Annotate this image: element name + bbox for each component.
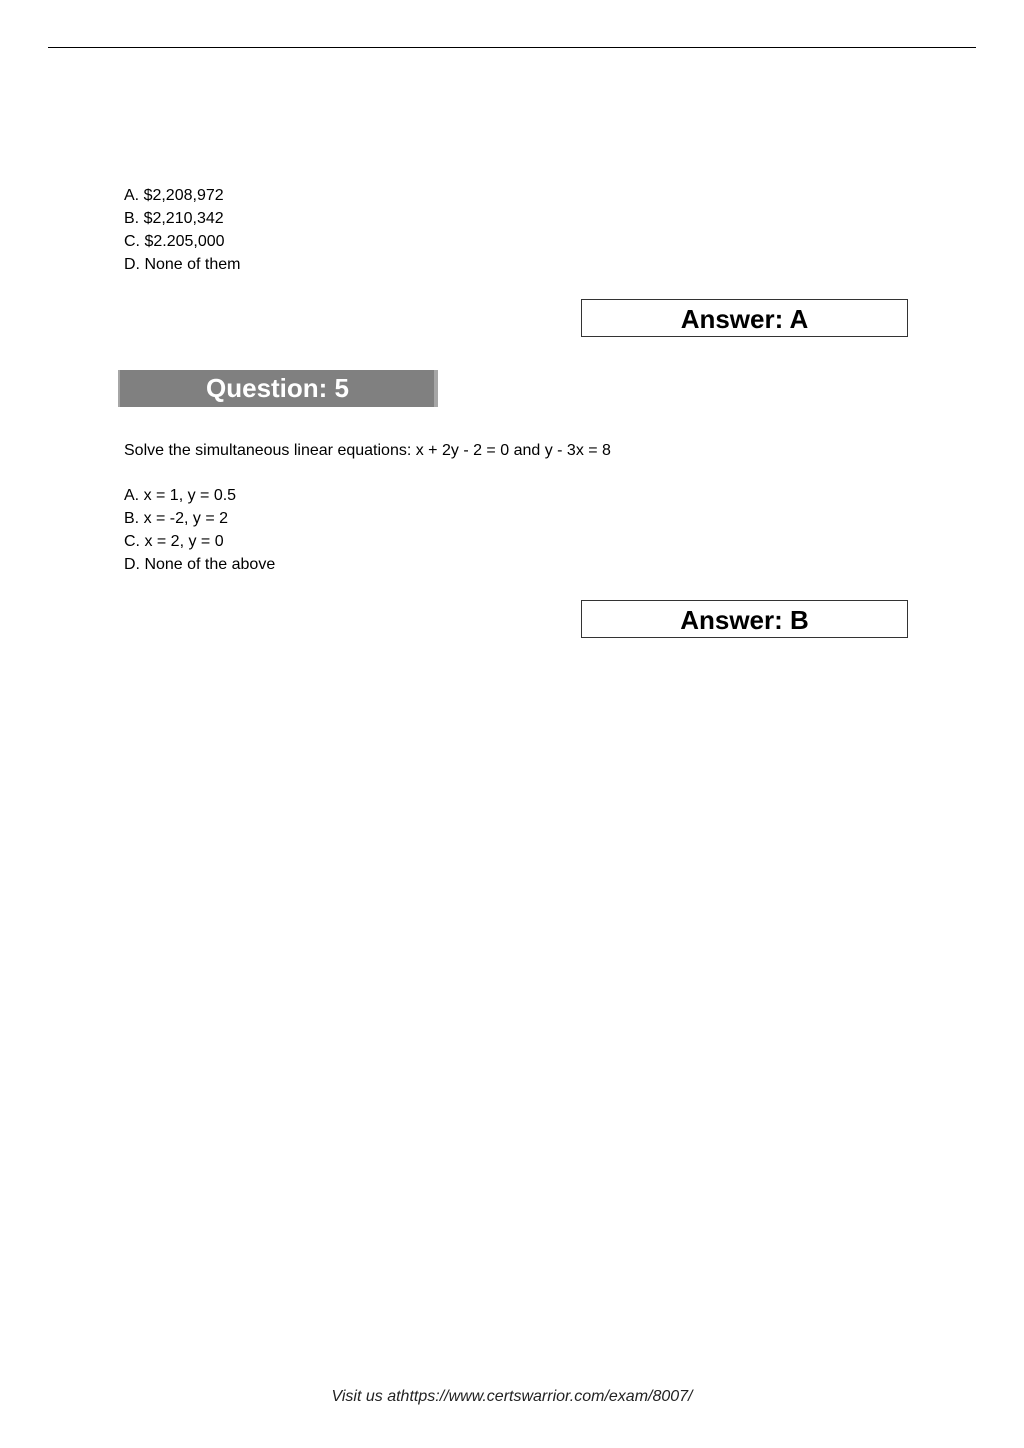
question-5-answer-box: Answer: B [581,600,908,638]
option-d: D. None of the above [124,556,276,573]
question-5-options [124,484,275,576]
question-4-answer-box: Answer: A [581,299,908,337]
option-c: C. x = 2, y = 0 [124,533,224,550]
header-divider [48,47,976,48]
option-b: B. x = -2, y = 2 [124,510,229,527]
option-b: B. $2,210,342 [124,210,224,227]
option-d: D. None of them [124,256,241,273]
option-a: A. $2,208,972 [124,187,224,204]
question-5-text: Solve the simultaneous linear equations: x + 2y - 2 = 0 and y - 3x = 8 [124,442,611,459]
option-c: C. $2.205,000 [124,233,225,250]
question-4-options [124,184,241,276]
option-a: A. x = 1, y = 0.5 [124,487,237,504]
question-5-header: Question: 5 [118,370,438,407]
footer-link-text[interactable]: Visit us athttps://www.certswarrior.com/exam/8007/ [331,1388,693,1405]
